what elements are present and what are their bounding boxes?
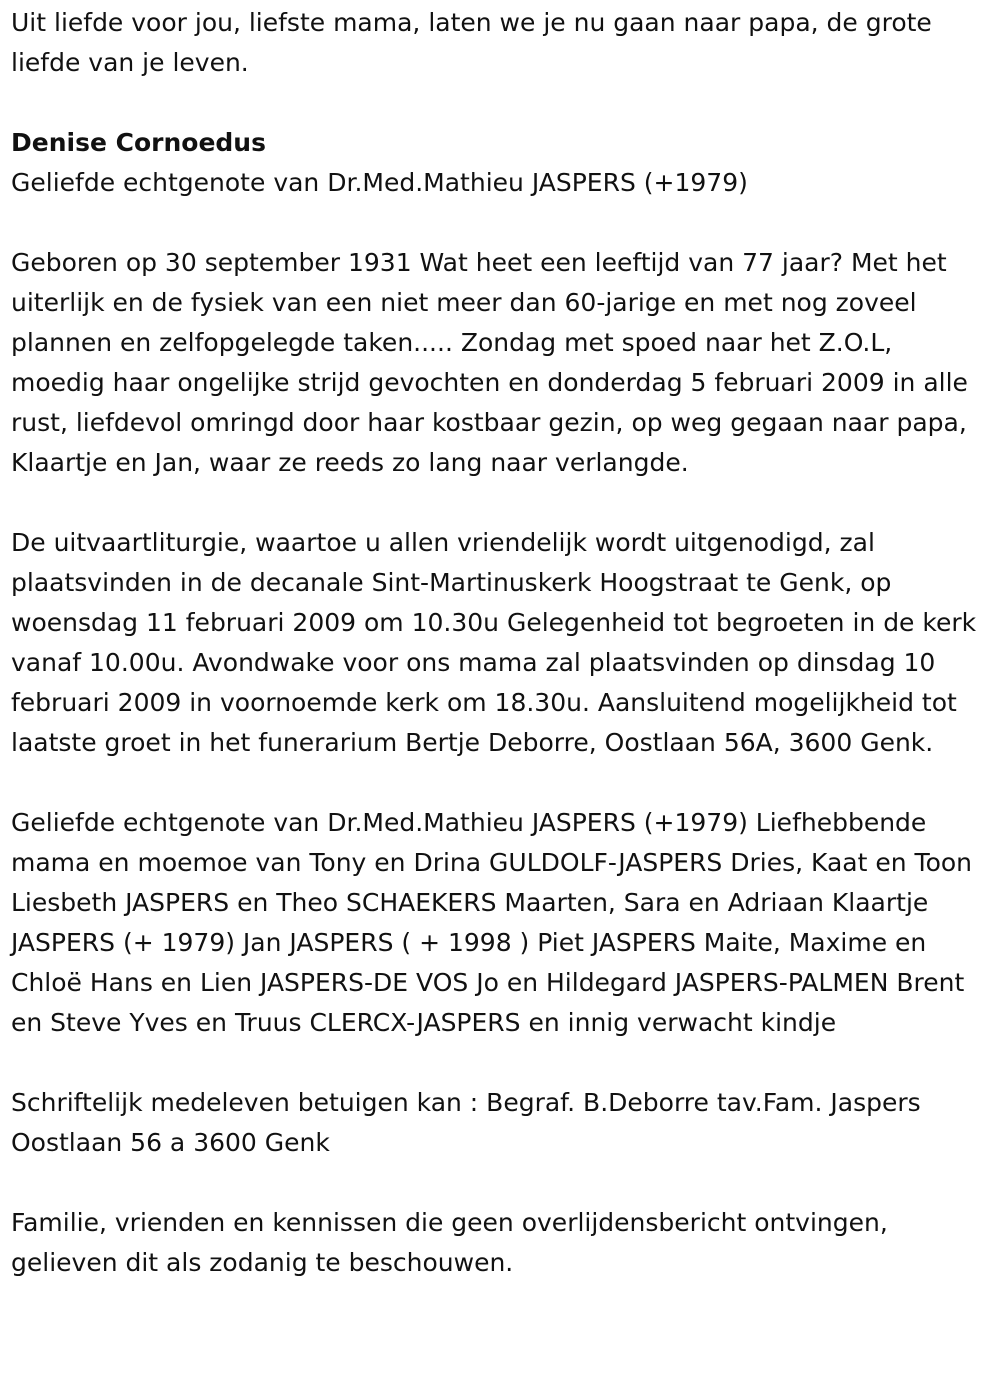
intro-paragraph: Uit liefde voor jou, liefste mama, laten we je nu gaan naar papa, de grote liefde van je leven. [11, 8, 932, 77]
condolences-paragraph: Schriftelijk medeleven betuigen kan : Begraf. B.Deborre tav.Fam. Jaspers Oostlaan 56 a 3600 Genk [11, 1088, 921, 1157]
spacer [11, 83, 993, 123]
spacer [11, 1163, 993, 1203]
deceased-name: Denise Cornoedus [11, 128, 266, 157]
closing-paragraph: Familie, vrienden en kennissen die geen overlijdensbericht ontvingen, gelieven dit als zodanig te beschouwen. [11, 1208, 888, 1277]
spouse-line: Geliefde echtgenote van Dr.Med.Mathieu JASPERS (+1979) [11, 168, 748, 197]
family-paragraph: Geliefde echtgenote van Dr.Med.Mathieu JASPERS (+1979) Liefhebbende mama en moemoe van Tony en Drina GULDOLF-JASPERS Dries, Kaat en Toon Liesbeth JASPERS en Theo SCHAEKERS Maarten, Sara en Adriaan Klaartje JASPERS (+ 1979) Jan JASPERS ( + 1998 ) Piet JASPERS Maite, Maxime en Chloë Hans en Lien JASPERS-DE VOS Jo en Hildegard JASPERS-PALMEN Brent en Steve Yves en Truus CLERCX-JASPERS en innig verwacht kindje [11, 808, 972, 1037]
obituary-notice [11, 3, 993, 1283]
biography-paragraph: Geboren op 30 september 1931 Wat heet een leeftijd van 77 jaar? Met het uiterlijk en de fysiek van een niet meer dan 60-jarige en met nog zoveel plannen en zelfopgelegde taken..... Zondag met spoed naar het Z.O.L, moedig haar ongelijke strijd gevochten en donderdag 5 februari 2009 in alle rust, liefdevol omringd door haar kostbaar gezin, op weg gegaan naar papa, Klaartje en Jan, waar ze reeds zo lang naar verlangde. [11, 248, 968, 477]
spacer [11, 763, 993, 803]
spacer [11, 203, 993, 243]
spacer [11, 483, 993, 523]
funeral-paragraph: De uitvaartliturgie, waartoe u allen vriendelijk wordt uitgenodigd, zal plaatsvinden in de decanale Sint-Martinuskerk Hoogstraat te Genk, op woensdag 11 februari 2009 om 10.30u Gelegenheid tot begroeten in de kerk vanaf 10.00u. Avondwake voor ons mama zal plaatsvinden op dinsdag 10 februari 2009 in voornoemde kerk om 18.30u. Aansluitend mogelijkheid tot laatste groet in het funerarium Bertje Deborre, Oostlaan 56A, 3600 Genk. [11, 528, 977, 757]
spacer [11, 1043, 993, 1083]
